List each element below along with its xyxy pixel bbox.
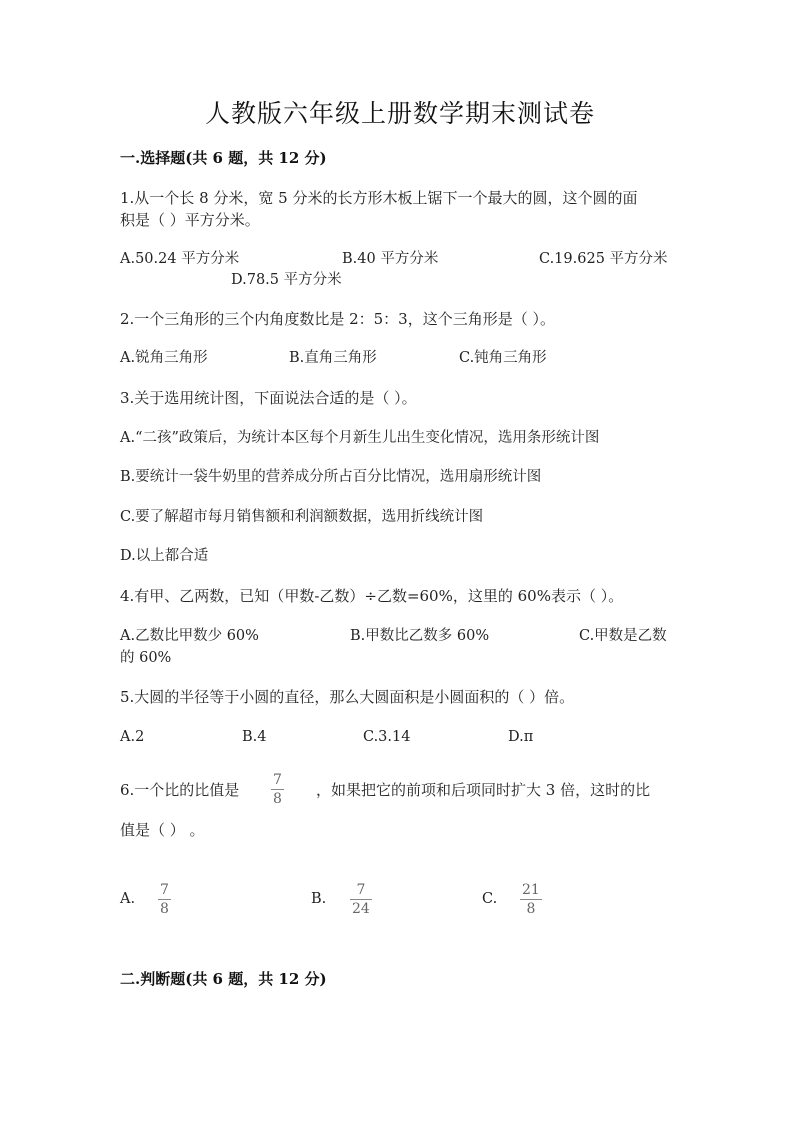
- question-5: 5.大圆的半径等于小圆的直径，那么大圆面积是小圆面积的（ ）倍。: [120, 688, 575, 706]
- question-2: 2.一个三角形的三个内角度数比是 2：5：3，这个三角形是（ ）。: [120, 310, 555, 328]
- q5-option-d: D.π: [508, 729, 534, 745]
- question-6-prefix: 6.一个比的比值是: [120, 781, 240, 799]
- q6-ratio-denominator: 8: [273, 791, 282, 807]
- q4-option-c: C.甲数是乙数: [579, 628, 667, 644]
- q2-option-a: A.锐角三角形: [120, 350, 208, 366]
- q6-option-a-label: A.: [120, 891, 136, 907]
- fraction-bar: [271, 789, 284, 790]
- q6-ratio-numerator: 7: [273, 772, 282, 788]
- q6-option-b-numerator: 7: [356, 882, 366, 898]
- q6-option-a-numerator: 7: [160, 882, 169, 898]
- q6-option-c-denominator: 8: [526, 901, 536, 917]
- q6-option-a-denominator: 8: [160, 901, 169, 917]
- q6-option-a-fraction: [158, 882, 171, 917]
- question-1-line-2: 积是（ ）平方分米。: [120, 211, 260, 229]
- fraction-bar: [520, 899, 542, 900]
- section-heading-judgement: 二.判断题(共 6 题，共 12 分): [120, 970, 327, 988]
- q3-option-a: A.“二孩”政策后，为统计本区每个月新生儿出生变化情况，选用条形统计图: [120, 430, 600, 446]
- q5-option-a: A.2: [120, 729, 145, 745]
- q1-option-d: D.78.5 平方分米: [231, 272, 342, 288]
- fraction-bar: [158, 899, 171, 900]
- q5-option-b: B.4: [242, 729, 267, 745]
- q4-option-b: B.甲数比乙数多 60%: [350, 628, 490, 644]
- q5-option-c: C.3.14: [363, 729, 411, 745]
- question-4: 4.有甲、乙两数，已知（甲数-乙数）÷乙数=60%，这里的 60%表示（ ）。: [120, 587, 624, 605]
- q6-option-c-label: C.: [482, 891, 498, 907]
- q3-option-d: D.以上都合适: [120, 548, 209, 564]
- q3-option-c: C.要了解超市每月销售额和利润额数据，选用折线统计图: [120, 509, 484, 525]
- q3-option-b: B.要统计一袋牛奶里的营养成分所占百分比情况，选用扇形统计图: [120, 469, 542, 485]
- section-heading-choice: 一.选择题(共 6 题，共 12 分): [120, 149, 327, 167]
- q2-option-b: B.直角三角形: [289, 350, 377, 366]
- page-title: 人教版六年级上册数学期末测试卷: [204, 99, 595, 128]
- q6-option-c-fraction: [520, 882, 542, 917]
- q4-option-a: A.乙数比甲数少 60%: [120, 628, 259, 644]
- question-3: 3.关于选用统计图，下面说法合适的是（ ）。: [120, 389, 417, 407]
- question-6-suffix: ，如果把它的前项和后项同时扩大 3 倍，这时的比: [316, 781, 651, 799]
- q1-option-a: A.50.24 平方分米: [120, 251, 240, 267]
- q2-option-c: C.钝角三角形: [459, 350, 547, 366]
- question-1-line-1: 1.从一个长 8 分米，宽 5 分米的长方形木板上锯下一个最大的圆，这个圆的面: [120, 189, 638, 207]
- q1-option-c: C.19.625 平方分米: [539, 251, 668, 267]
- q6-option-b-label: B.: [311, 891, 327, 907]
- q1-option-b: B.40 平方分米: [342, 251, 439, 267]
- question-6-line-2: 值是（ ） 。: [120, 821, 205, 839]
- q4-option-c-continued: 的 60%: [120, 650, 172, 666]
- q6-option-c-numerator: 21: [522, 882, 540, 898]
- q6-ratio-fraction: [271, 772, 284, 807]
- fraction-bar: [350, 899, 372, 900]
- q6-option-b-fraction: [350, 882, 372, 917]
- q6-option-b-denominator: 24: [352, 901, 370, 917]
